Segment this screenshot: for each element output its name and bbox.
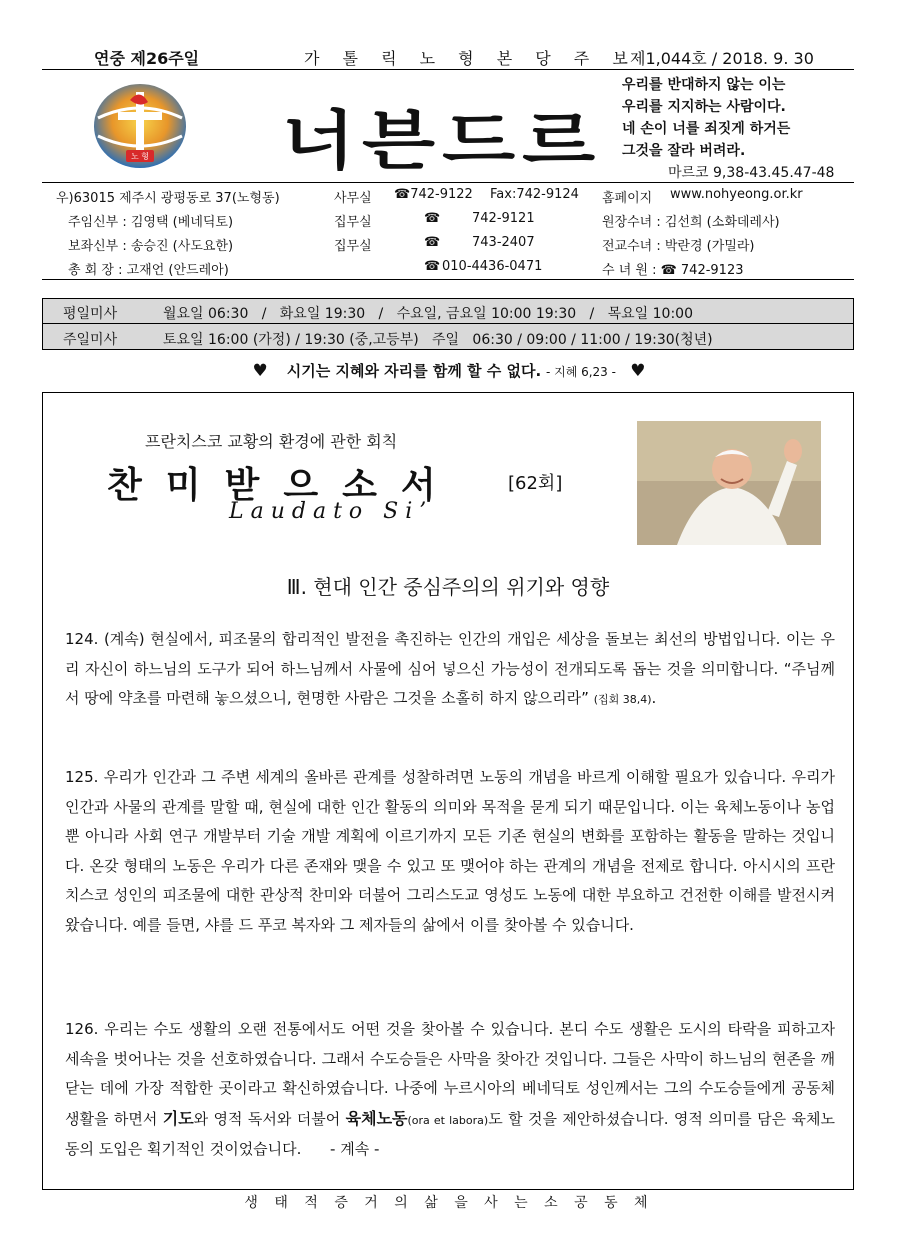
staff-room: 집무실 xyxy=(334,239,372,254)
fax-number: Fax:742-9124 xyxy=(490,187,579,202)
quote-reference: 마르코 9,38-43.45.47-48 xyxy=(668,165,835,181)
office-label: 사무실 xyxy=(334,191,372,206)
staff-phone: 010-4436-0471 xyxy=(442,259,543,274)
footer-slogan: 생 태 적 증 거 의 삶 을 사 는 소 공 동 체 xyxy=(244,1195,654,1211)
article-title: 찬미받으소서 xyxy=(107,465,460,506)
continued-marker: - 계속 - xyxy=(330,1140,380,1158)
staff-role-2: 전교수녀 : 박란경 (가밀라) xyxy=(602,239,755,254)
homepage-link[interactable]: www.nohyeong.or.kr xyxy=(670,187,803,202)
staff-phone: 742-9121 xyxy=(472,211,535,226)
scripture-citation: (집회 38,4) xyxy=(593,693,652,706)
issue-number: 제1,044호 / 2018. 9. 30 xyxy=(630,49,814,68)
staff-room: 집무실 xyxy=(334,215,372,230)
sunday-mass-label: 주일미사 xyxy=(63,332,118,348)
staff-phone: 743-2407 xyxy=(472,235,535,250)
phone-icon: ☎ xyxy=(424,235,441,250)
paragraph-period: . xyxy=(651,689,657,707)
emphasis-prayer: 기도 xyxy=(162,1108,194,1128)
motto-reference: - 지혜 6,23 - xyxy=(545,365,616,379)
heart-icon: ♥ xyxy=(630,361,646,381)
latin-phrase: (ora et labora) xyxy=(407,1113,489,1127)
paragraph-text: 124. (계속) 현실에서, 피조물의 합리적인 발전을 촉진하는 인간의 개입은 세상을 돌보는 최선의 방법입니다. 이는 우리 자신이 하느님의 도구가 되어 하느님께서 사물에 심어 넣으신 가능성이 전개되도록 돕는 것을 의미합니다. “주님께서 땅에 약초를 마련해 놓으셨으니, 현명한 사람은 그것을 소홀히 하지 않으리라” xyxy=(65,630,835,707)
article-latin-title: Laudato Si’ xyxy=(229,499,434,524)
weekday-mass-row xyxy=(43,299,853,324)
quote-line: 네 손이 너를 죄짓게 하거든 xyxy=(622,121,791,137)
paragraph-text: 126. 우리는 수도 생활의 오랜 전통에서도 어떤 것을 찾아볼 수 있습니다. 본디 수도 생활은 도시의 타락을 피하고자 세속을 벗어나는 것을 선호하였습니다. 그래서 수도승들은 사막을 찾아간 것입니다. 그들은 사막이 하느님의 현존을 깨닫는 데에 가장 적합한 곳이라고 확신하였습니다. 나중에 누르시아의 베네딕토 성인께서는 그의 수도승들에게 공동체 생활을 하면서 xyxy=(65,1020,835,1128)
pope-photo xyxy=(637,421,821,545)
heart-icon: ♥ xyxy=(252,361,268,381)
sunday-mass-row xyxy=(43,325,853,350)
mass-schedule xyxy=(42,298,854,350)
paragraph-text: 와 영적 독서와 더불어 xyxy=(193,1109,341,1128)
paragraph-124 xyxy=(65,625,835,715)
masthead-title: 너븐드르 xyxy=(282,105,603,179)
section-heading: Ⅲ. 현대 인간 중심주의의 위기와 영향 xyxy=(286,575,610,599)
top-header-line xyxy=(42,44,854,70)
paragraph-125: 125. 우리가 인간과 그 주변 세계의 올바른 관계를 성찰하려면 노동의 개념을 바르게 이해할 필요가 있습니다. 우리가 인간과 사물의 관계를 말할 때, 현실에 대한 인간 활동의 의미와 목적을 묻게 되기 때문입니다. 이는 육체노동이나 농업뿐 아니라 사회 연구 개발부터 기술 개발 계획에 이르기까지 모든 기존 현실의 변화를 포함하는 활동을 말하는 것입니다. 온갖 형태의 노동은 우리가 다른 존재와 맺을 수 있고 또 맺어야 하는 관계의 개념을 전제로 합니다. 아시시의 프란치스코 성인의 피조물에 대한 관상적 찬미와 더불어 그리스도교 영성도 노동에 대한 부요하고 건전한 이해를 발전시켜 왔습니다. 예를 들면, 샤를 드 푸코 복자와 그 제자들의 삶에서 이를 찾아볼 수 있습니다. xyxy=(65,768,835,934)
paragraph-text: 도 할 것을 제안하셨습니다. 영적 의미를 담은 육체노동의 도입은 획기적인 것이었습니다. xyxy=(65,1109,835,1158)
staff-role: 총 회 장 : 고재언 (안드레아) xyxy=(68,263,229,278)
quote-line: 그것을 잘라 버려라. xyxy=(622,143,746,159)
quote-line: 우리를 지지하는 사람이다. xyxy=(622,99,786,115)
article-box xyxy=(42,392,854,1190)
sunday-mass-times: 토요일 16:00 (가정) / 19:30 (중,고등부) 주일 06:30 / 09:00 / 11:00 / 19:30(청년) xyxy=(163,332,713,348)
phone-icon: ☎ xyxy=(424,211,441,226)
emphasis-labor: 육체노동 xyxy=(345,1108,408,1128)
weekday-mass-times: 월요일 06:30 / 화요일 19:30 / 수요일, 금요일 10:00 19:30 / 목요일 10:00 xyxy=(163,306,693,322)
parish-logo-icon xyxy=(92,78,188,174)
staff-role: 보좌신부 : 송승진 (사도요한) xyxy=(68,239,234,254)
parish-info-block xyxy=(42,182,854,280)
office-phone: ☎742-9122 xyxy=(394,187,473,202)
article-subtitle: 프란치스코 교황의 환경에 관한 회칙 xyxy=(145,432,398,451)
address: 우)63015 제주시 광평동로 37(노형동) xyxy=(56,191,280,206)
phone-icon: ☎ xyxy=(424,259,441,274)
weekly-motto xyxy=(0,360,898,381)
homepage-label: 홈페이지 xyxy=(602,191,653,206)
svg-text:노 형: 노 형 xyxy=(131,152,149,161)
liturgical-week: 연중 제26주일 xyxy=(94,49,200,68)
paragraph-126 xyxy=(65,1015,835,1165)
gospel-quote xyxy=(622,74,854,162)
staff-role: 주임신부 : 김영택 (베네딕토) xyxy=(68,215,234,230)
staff-role-2: 원장수녀 : 김선희 (소화데레사) xyxy=(602,215,780,230)
bulletin-name: 가 톨 릭 노 형 본 당 주 보 xyxy=(304,49,637,68)
staff-role-2: 수 녀 원 : ☎ 742-9123 xyxy=(602,263,744,278)
article-episode: [62회] xyxy=(508,473,563,494)
weekday-mass-label: 평일미사 xyxy=(63,306,118,322)
quote-line: 우리를 반대하지 않는 이는 xyxy=(622,77,786,93)
motto-text: 시기는 지혜와 자리를 함께 할 수 없다. xyxy=(286,362,542,380)
